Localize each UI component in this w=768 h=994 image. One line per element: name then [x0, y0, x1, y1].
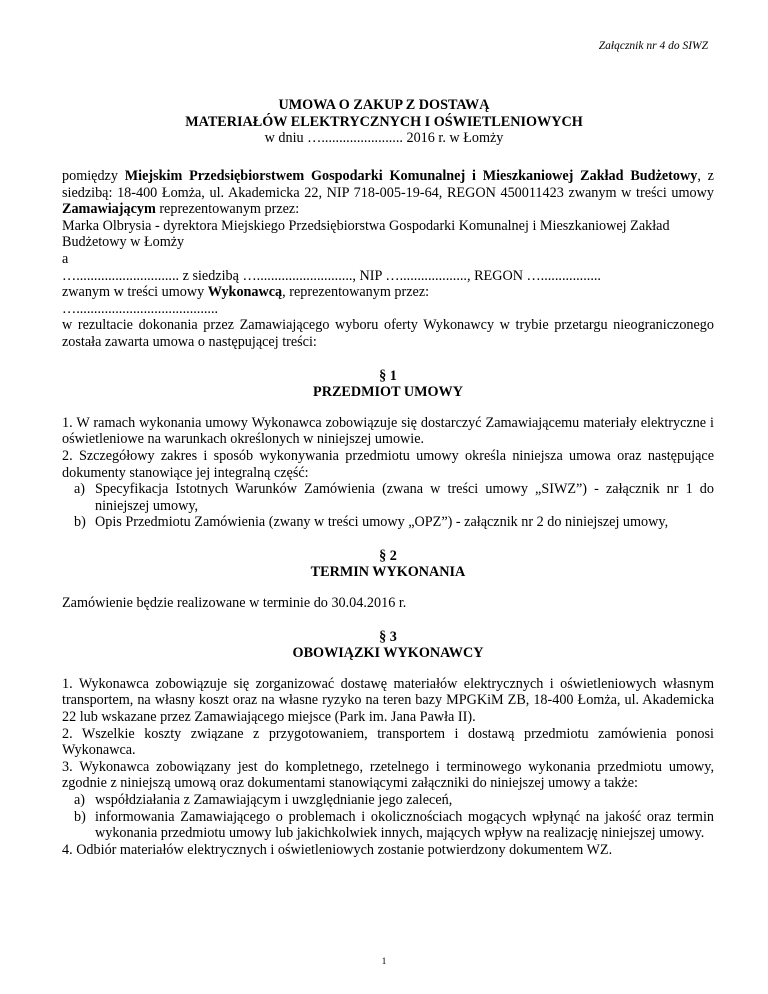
section-3-point-4: 4. Odbiór materiałów elektrycznych i oświetleniowych zostanie potwierdzony dokumentem WZ.	[62, 841, 613, 858]
list-item	[62, 792, 714, 809]
list-item	[62, 481, 714, 514]
section-3-point-3: 3. Wykonawca zobowiązany jest do kompletnego, rzetelnego i terminowego wykonania przedmiotu umowy, zgodnie z niniejszą umową oraz dokumentami stanowiącymi załączniki do niniejszej umowy a także:	[62, 758, 714, 792]
party-2-post: , reprezentowanym przez:	[282, 284, 430, 301]
party-1-pre: pomiędzy	[62, 168, 125, 184]
party-1-tail: reprezentowanym przez:	[155, 201, 300, 218]
list-item-label: b)	[74, 808, 86, 825]
party-1-details: , z siedzibą: 18-400 Łomża, ul. Akademicka 22, NIP 718-005-19-64, REGON 450011423 zwanym w treści umowy	[62, 168, 714, 201]
section-3-point-2: 2. Wszelkie koszty związane z przygotowaniem, transportem i dostawą przedmiotu zamówienia ponosi Wykonawca.	[62, 725, 714, 759]
party-2-representative: …........................................	[62, 300, 219, 317]
section-2-text: Zamówienie będzie realizowane w terminie do 30.04.2016 r.	[62, 595, 407, 612]
conclusion-paragraph: w rezultacie dokonania przez Zamawiającego wyboru oferty Wykonawcy w trybie przetargu nieograniczonego została zawarta umowa o następującej treści:	[62, 317, 714, 350]
conjunction-and: a	[62, 250, 69, 267]
party-2-role: Wykonawcą	[207, 284, 283, 301]
list-item	[62, 809, 714, 842]
list-item-text: informowania Zamawiającego o problemach i okolicznościach mogących wpłynąć na jakość oraz termin wykonania przedmiotu umowy lub jakichkolwiek innych, mających wpływ na realizację niniejszej umowy.	[95, 808, 714, 842]
section-3-number: § 3	[379, 628, 397, 645]
section-1-number: § 1	[379, 367, 397, 384]
title-line-1: UMOWA O ZAKUP Z DOSTAWĄ	[278, 97, 490, 113]
section-1-title: PRZEDMIOT UMOWY	[313, 384, 463, 401]
list-item-label: a)	[74, 481, 86, 498]
annex-label: Załącznik nr 4 do SIWZ	[598, 40, 708, 52]
section-1-point-2: 2. Szczegółowy zakres i sposób wykonywania przedmiotu umowy określa niniejsza umowa oraz następujące dokumenty stanowiące jej integralną część:	[62, 447, 714, 481]
title-date-line: w dniu …....................... 2016 r. w Łomży	[264, 130, 504, 147]
party-2-role-line	[62, 284, 714, 301]
section-2-title: TERMIN WYKONANIA	[310, 564, 466, 581]
list-item-label: a)	[74, 792, 86, 808]
party-1-name: Miejskim Przedsiębiorstwem Gospodarki Komunalnej i Mieszkaniowej Zakład Budżetowy	[124, 168, 698, 184]
party-1-representative: Marka Olbrysia - dyrektora Miejskiego Przedsiębiorstwa Gospodarki Komunalnej i Mieszkaniowej Zakład Budżetowy w Łomży	[62, 217, 670, 251]
party-1-paragraph	[62, 168, 714, 218]
list-item-text: Opis Przedmiotu Zamówienia (zwany w treści umowy „OPZ”) - załącznik nr 2 do niniejszej umowy,	[95, 514, 669, 531]
page-number: 1	[381, 957, 387, 967]
list-item-label: b)	[74, 514, 86, 531]
list-item-text: współdziałania z Zamawiającym i uwzględnianie jego zaleceń,	[95, 792, 453, 808]
party-2-pre: zwanym w treści umowy	[62, 284, 208, 301]
section-2-number: § 2	[379, 547, 397, 564]
section-1-point-1: 1. W ramach wykonania umowy Wykonawca zobowiązuje się dostarczyć Zamawiającemu materiały elektryczne i oświetleniowe na warunkach określonych w niniejszej umowie.	[62, 414, 714, 448]
title-line-2: MATERIAŁÓW ELEKTRYCZNYCH I OŚWIETLENIOWYCH	[185, 113, 583, 130]
party-2-line: …............................. z siedzibą …..........................., NIP …..................., REGON ….................	[62, 267, 601, 284]
list-item-text: Specyfikacja Istotnych Warunków Zamówienia (zwana w treści umowy „SIWZ”) - załącznik nr 1 do niniejszej umowy,	[95, 481, 714, 514]
contract-title	[0, 97, 768, 147]
party-1-role: Zamawiającym	[62, 201, 156, 218]
section-3-title: OBOWIĄZKI WYKONAWCY	[292, 645, 484, 662]
list-item	[62, 514, 714, 531]
contract-body	[62, 168, 714, 858]
section-3-point-1: 1. Wykonawca zobowiązuje się zorganizować dostawę materiałów elektrycznych i oświetleniowych własnym transportem, na własny koszt oraz na własne ryzyko na teren bazy MPGKiM ZB, 18-400 Łomża, ul. Akademicka 22 lub wskazane przez Zamawiającego miejsce (Park im. Jana Pawła II).	[62, 675, 714, 726]
